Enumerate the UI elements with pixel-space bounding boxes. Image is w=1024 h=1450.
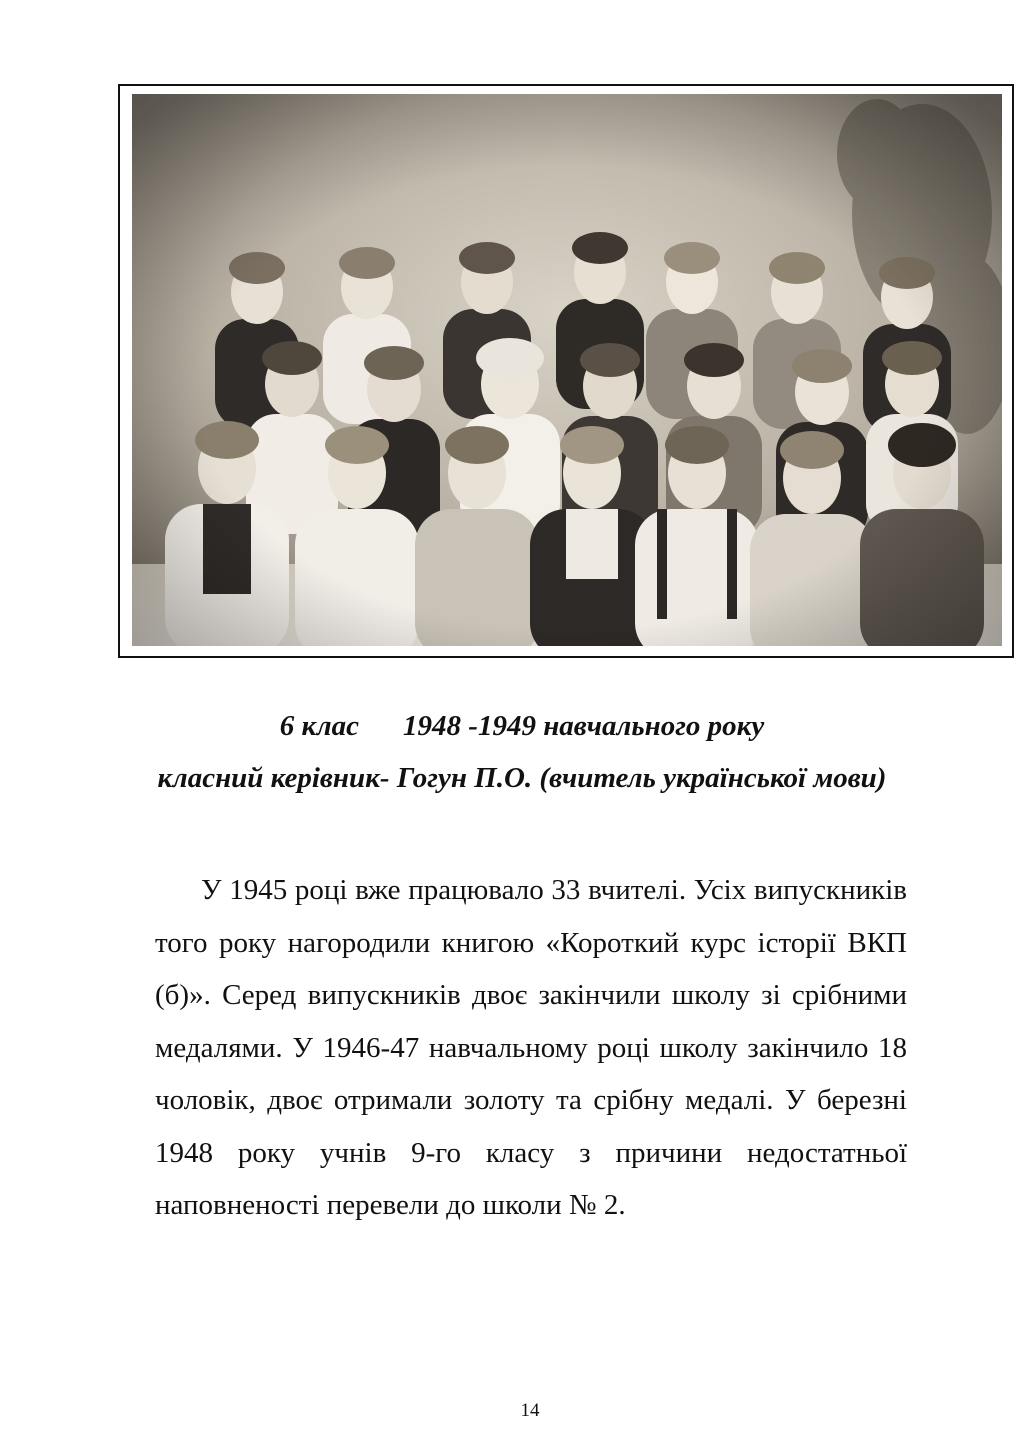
caption-teacher: класний керівник- Гогун П.О. (вчитель української мови) [157,762,887,794]
caption-class-label: 6 клас [279,710,360,742]
page-number: 14 [520,1400,540,1421]
photo-frame [118,84,1014,658]
body-paragraph: У 1945 році вже працювало 33 вчителі. Усіх випускників того року нагородили книгою «Короткий курс історії ВКП (б)». Серед випускників двоє закінчили школу зі срібними медалями. У 1946-47 навчальному році школу закінчило 18 чоловік, двоє отримали золоту та срібну медалі. У березні 1948 року учнів 9-го класу з причини недостатньої наповненості перевели до школи № 2. [155,874,907,1221]
caption-years-label: 1948 -1949 навчального року [403,710,765,742]
caption-class-years [60,712,984,741]
class-group-photo [132,94,1002,646]
